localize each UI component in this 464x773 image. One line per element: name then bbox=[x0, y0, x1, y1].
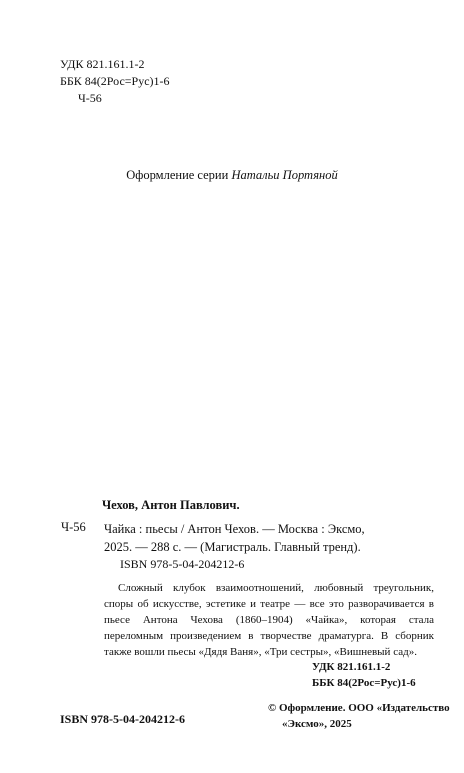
cutter-code: Ч-56 bbox=[78, 91, 102, 105]
copyright-notice bbox=[268, 700, 450, 732]
bbk-code: ББК 84(2Рос=Рус)1-6 bbox=[60, 74, 170, 88]
bottom-bbk-code: ББК 84(2Рос=Рус)1-6 bbox=[312, 677, 416, 689]
udk-code: УДК 821.161.1-2 bbox=[60, 57, 145, 71]
top-classification-codes bbox=[60, 56, 170, 107]
annotation-text: Сложный клубок взаимоотношений, любовный треугольник, споры об искусстве, эстетике и театре — все это разворачивается в пьесе Антона Чехова (1860–1904) «Чайка», которая стала переломным произведением в творчестве драматурга. В сборник также вошли пьесы «Дядя Ваня», «Три сестры», «Вишневый сад». bbox=[104, 582, 434, 658]
bottom-classification-codes bbox=[312, 659, 416, 691]
description-line-1: Чайка : пьесы / Антон Чехов. — Москва : Эксмо, bbox=[104, 522, 365, 536]
catalog-author: Чехов, Антон Павлович. bbox=[102, 498, 240, 512]
catalog-cutter-code: Ч-56 bbox=[61, 520, 86, 534]
annotation bbox=[104, 580, 434, 660]
designer-name: Натальи Портяной bbox=[231, 168, 338, 182]
bibliographic-description bbox=[104, 520, 434, 556]
isbn-bottom: ISBN 978-5-04-204212-6 bbox=[60, 712, 185, 726]
copyright-line-1: © Оформление. ООО «Издательство bbox=[268, 702, 450, 714]
copyright-line-2: «Эксмо», 2025 bbox=[282, 718, 352, 730]
series-design-credit bbox=[0, 168, 464, 183]
description-line-2: 2025. — 288 с. — (Магистраль. Главный тренд). bbox=[104, 540, 361, 554]
design-credit-prefix: Оформление серии bbox=[126, 168, 232, 182]
bottom-udk-code: УДК 821.161.1-2 bbox=[312, 661, 391, 673]
catalog-isbn: ISBN 978-5-04-204212-6 bbox=[120, 557, 245, 571]
